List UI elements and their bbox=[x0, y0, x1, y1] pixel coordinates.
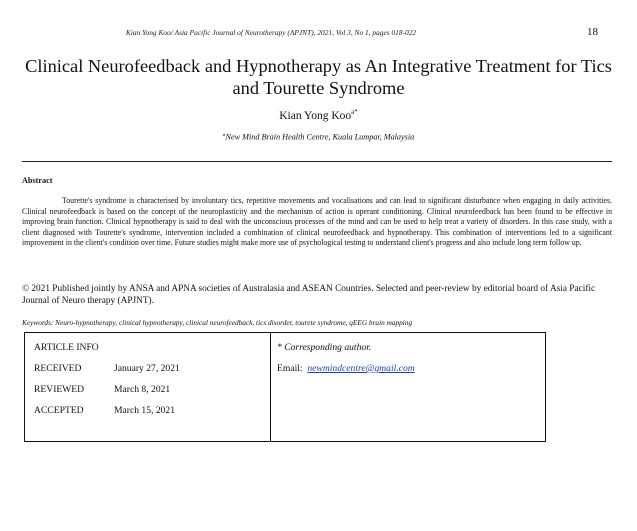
received-date: January 27, 2021 bbox=[114, 363, 180, 374]
article-title: Clinical Neurofeedback and Hypnotherapy as An Integrative Treatment for Tics and Tourette Syndrome bbox=[25, 56, 612, 98]
article-info-box bbox=[24, 332, 546, 442]
keywords: Keywords: Neuro-hypnotherapy, clinical hypnotherapy, clinical neurofeedback, tics disorder, tourete syndrome, qEEG brain mapping bbox=[22, 318, 413, 327]
accepted-label: ACCEPTED bbox=[34, 405, 84, 416]
abstract-body: Tourette's syndrome is characterised by involuntary tics, repetitive movements and vocalisations and can lead to significant disturbance when engaging in daily activities. Clinical neurofeedback is based on the concept of the neuroplasticity and the mechanism of action is operant conditioning. Clinical neurofeedback has been found to be effective in improving brain function. Clinical hypnotherapy is said to deal with the unconscious processes of the mind and can be used to help treat a variety of disorders. In this case study, with a client diagnosed with Tourette's syndrome, intervention included a combination of clinical neurofeedback and hypnotherapy. This combination of interventions led to a significant improvement in the client's condition over time. Future studies might make more use of psychological testing to understand client's progress and also include long term follow up. bbox=[22, 196, 612, 248]
abstract-heading: Abstract bbox=[22, 176, 53, 185]
author-marker: a* bbox=[351, 108, 358, 116]
page-number: 18 bbox=[587, 26, 598, 38]
affiliation-text: New Mind Brain Health Centre, Kuala Lumpar, Malaysia bbox=[225, 132, 415, 142]
reviewed-date: March 8, 2021 bbox=[114, 384, 171, 395]
info-box-divider bbox=[270, 333, 271, 441]
email-label: Email: bbox=[277, 363, 303, 374]
author-line bbox=[0, 108, 637, 122]
affiliation-line bbox=[0, 132, 637, 142]
author-name: Kian Yong Koo bbox=[279, 109, 352, 122]
received-label: RECEIVED bbox=[34, 363, 82, 374]
accepted-row bbox=[34, 404, 264, 425]
accepted-date: March 15, 2021 bbox=[114, 405, 176, 416]
email-link[interactable]: newmindcentre@gmail.com bbox=[307, 363, 415, 374]
reviewed-label: REVIEWED bbox=[34, 384, 85, 395]
article-info-dates bbox=[34, 341, 264, 425]
running-head: Kian Yong Koo/ Asia Pacific Journal of Neurotherapy (APJNT), 2021, Vol 3, No 1, pages 018-022 bbox=[125, 28, 417, 37]
email-row bbox=[277, 362, 542, 376]
section-divider bbox=[22, 161, 612, 162]
affiliation-marker: a bbox=[222, 132, 226, 138]
copyright-notice: © 2021 Published jointly by ANSA and APNA societies of Australasia and ASEAN Countries. Selected and peer-review by editorial board of Asia Pacific Journal of Neuro therapy (APJNT). bbox=[22, 284, 596, 307]
reviewed-row bbox=[34, 383, 264, 404]
corresponding-info bbox=[277, 341, 542, 376]
received-row bbox=[34, 362, 264, 383]
corresponding-author-note: * Corresponding author. bbox=[277, 342, 372, 353]
article-info-heading: ARTICLE INFO bbox=[34, 342, 99, 353]
